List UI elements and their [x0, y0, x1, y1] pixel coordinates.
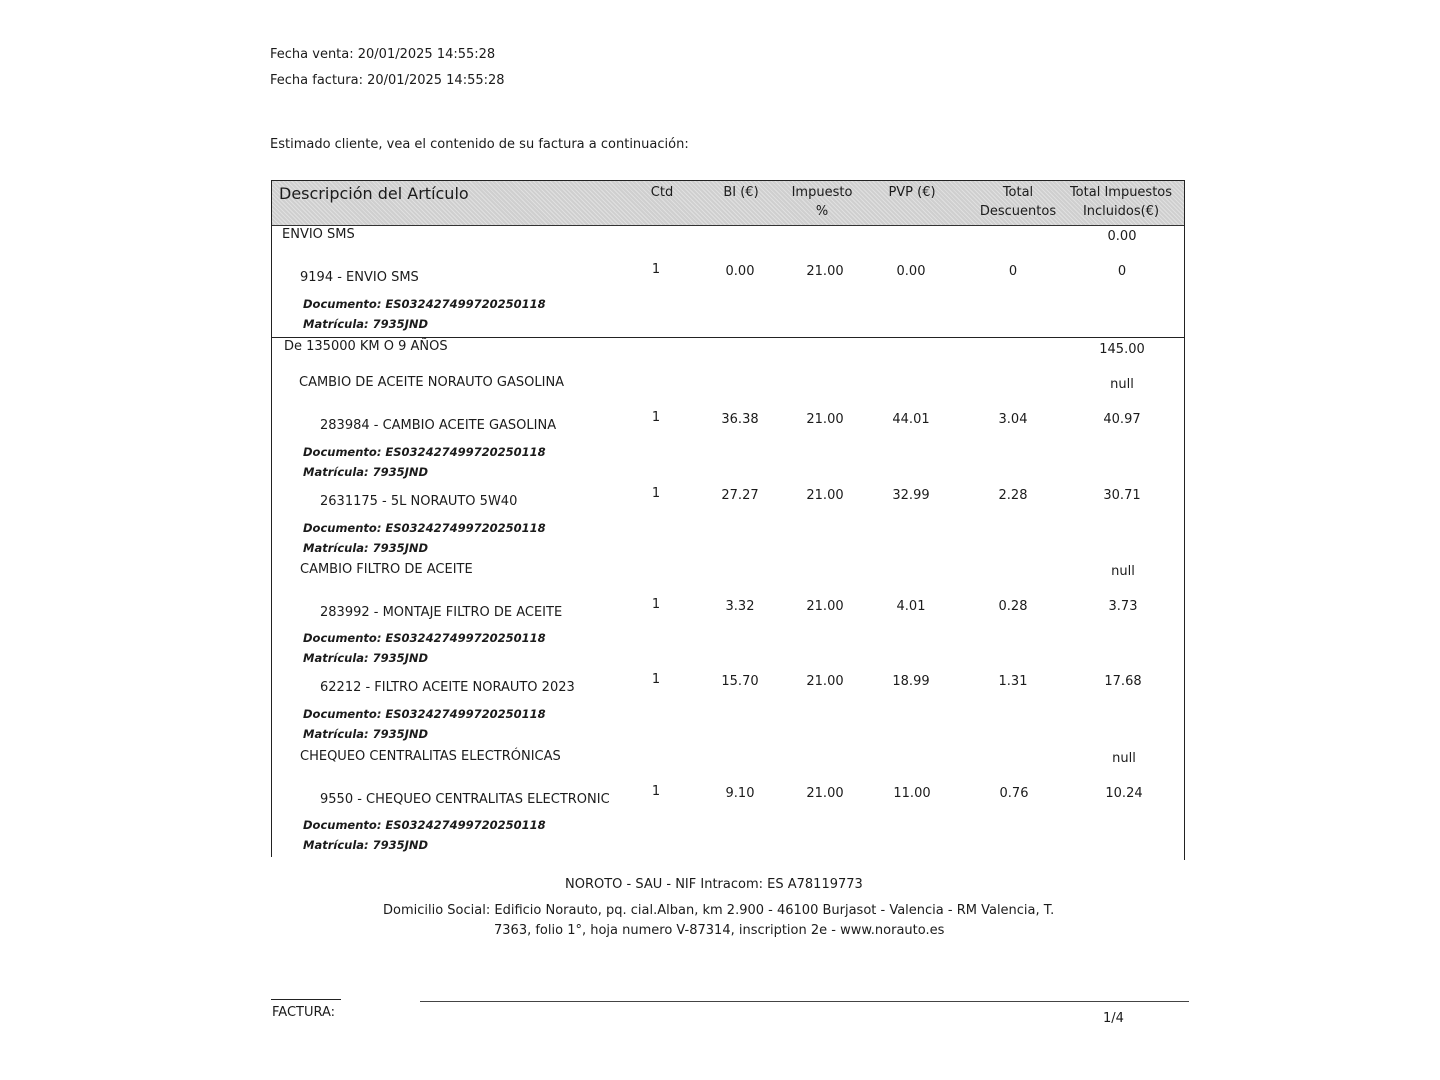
item-matricula: Matrícula: 7935JND [303, 317, 429, 331]
subgroup-title: CAMBIO DE ACEITE NORAUTO GASOLINA [299, 375, 565, 390]
col-bi: BI (€) [723, 185, 759, 200]
col-descuentos [973, 183, 1063, 221]
col-impuesto-line1: Impuesto [791, 185, 853, 200]
item-total: 40.97 [1103, 412, 1141, 427]
item-total: 10.24 [1105, 786, 1143, 801]
item-pvp: 44.01 [892, 412, 930, 427]
item-ctd: 1 [651, 262, 661, 277]
item-impuesto: 21.00 [806, 786, 844, 801]
item-bi: 3.32 [725, 599, 755, 614]
footer-address-line1: Domicilio Social: Edificio Norauto, pq. cial.Alban, km 2.900 - 46100 Burjasot - Valencia - RM Valencia, T. [383, 903, 1055, 918]
col-impuesto-line2: % [815, 204, 829, 219]
item-bi: 0.00 [725, 264, 755, 279]
item-matricula: Matrícula: 7935JND [303, 727, 429, 741]
item-total: 30.71 [1103, 488, 1141, 503]
item-descuentos: 1.31 [998, 674, 1028, 689]
item-total: 3.73 [1108, 599, 1138, 614]
item-matricula: Matrícula: 7935JND [303, 465, 429, 479]
item-bi: 9.10 [725, 786, 755, 801]
group-title: De 135000 KM O 9 AÑOS [284, 339, 448, 354]
item-documento: Documento: ES032427499720250118 [303, 707, 546, 721]
item-description: 2631175 - 5L NORAUTO 5W40 [320, 494, 518, 509]
item-matricula: Matrícula: 7935JND [303, 838, 429, 852]
item-pvp: 32.99 [892, 488, 930, 503]
item-impuesto: 21.00 [806, 674, 844, 689]
col-descripcion: Descripción del Artículo [279, 184, 469, 203]
subgroup-title: CAMBIO FILTRO DE ACEITE [300, 562, 473, 577]
col-total [1066, 183, 1176, 221]
group-total: 0.00 [1107, 229, 1137, 244]
item-pvp: 4.01 [896, 599, 926, 614]
item-matricula: Matrícula: 7935JND [303, 541, 429, 555]
item-documento: Documento: ES032427499720250118 [303, 631, 546, 645]
item-descuentos: 0 [1008, 264, 1018, 279]
subgroup-total: null [1112, 751, 1136, 766]
item-descuentos: 0.76 [999, 786, 1029, 801]
table-left-border [271, 180, 272, 857]
table-top-border [271, 180, 1184, 181]
item-ctd: 1 [651, 597, 661, 612]
footer-company: NOROTO - SAU - NIF Intracom: ES A78119773 [565, 877, 863, 892]
item-description: 283984 - CAMBIO ACEITE GASOLINA [320, 418, 557, 433]
footer-rule [420, 1001, 1189, 1002]
item-description: 283992 - MONTAJE FILTRO DE ACEITE [320, 605, 563, 620]
item-bi: 27.27 [721, 488, 759, 503]
item-description: 9194 - ENVIO SMS [300, 270, 419, 285]
intro-text: Estimado cliente, vea el contenido de su factura a continuación: [270, 137, 689, 152]
fecha-venta: Fecha venta: 20/01/2025 14:55:28 [270, 47, 496, 62]
factura-label: FACTURA: [272, 1005, 336, 1020]
item-bi: 36.38 [721, 412, 759, 427]
item-ctd: 1 [651, 486, 661, 501]
col-ctd: Ctd [650, 185, 674, 200]
item-documento: Documento: ES032427499720250118 [303, 297, 546, 311]
item-documento: Documento: ES032427499720250118 [303, 445, 546, 459]
subgroup-total: null [1111, 564, 1135, 579]
col-descuentos-line1: Total [1002, 185, 1034, 200]
table-header [271, 181, 1184, 226]
item-ctd: 1 [651, 410, 661, 425]
item-impuesto: 21.00 [806, 264, 844, 279]
item-pvp: 11.00 [893, 786, 931, 801]
item-description: 62212 - FILTRO ACEITE NORAUTO 2023 [320, 680, 575, 695]
col-total-line2: Incluidos(€) [1082, 204, 1160, 219]
item-documento: Documento: ES032427499720250118 [303, 818, 546, 832]
col-impuesto [782, 183, 862, 221]
item-descuentos: 0.28 [998, 599, 1028, 614]
group-total: 145.00 [1099, 342, 1145, 357]
page-number: 1/4 [1103, 1011, 1124, 1026]
item-impuesto: 21.00 [806, 488, 844, 503]
item-documento: Documento: ES032427499720250118 [303, 521, 546, 535]
item-ctd: 1 [651, 672, 661, 687]
col-descuentos-line2: Descuentos [979, 204, 1057, 219]
item-ctd: 1 [651, 784, 661, 799]
factura-underline [271, 999, 341, 1000]
group-divider [271, 337, 1184, 338]
item-descuentos: 3.04 [998, 412, 1028, 427]
table-right-border [1184, 180, 1185, 860]
item-matricula: Matrícula: 7935JND [303, 651, 429, 665]
subgroup-total: null [1110, 377, 1134, 392]
fecha-factura: Fecha factura: 20/01/2025 14:55:28 [270, 73, 505, 88]
item-pvp: 0.00 [896, 264, 926, 279]
col-total-line1: Total Impuestos [1069, 185, 1173, 200]
item-descuentos: 2.28 [998, 488, 1028, 503]
item-impuesto: 21.00 [806, 412, 844, 427]
item-total: 17.68 [1104, 674, 1142, 689]
group-title: ENVIO SMS [282, 227, 355, 242]
item-bi: 15.70 [721, 674, 759, 689]
item-impuesto: 21.00 [806, 599, 844, 614]
item-description: 9550 - CHEQUEO CENTRALITAS ELECTRONIC [320, 792, 610, 807]
subgroup-title: CHEQUEO CENTRALITAS ELECTRÓNICAS [300, 749, 561, 764]
col-pvp: PVP (€) [888, 185, 936, 200]
item-total: 0 [1117, 264, 1127, 279]
item-pvp: 18.99 [892, 674, 930, 689]
footer-address-line2: 7363, folio 1°, hoja numero V-87314, inscription 2e - www.norauto.es [494, 923, 945, 938]
